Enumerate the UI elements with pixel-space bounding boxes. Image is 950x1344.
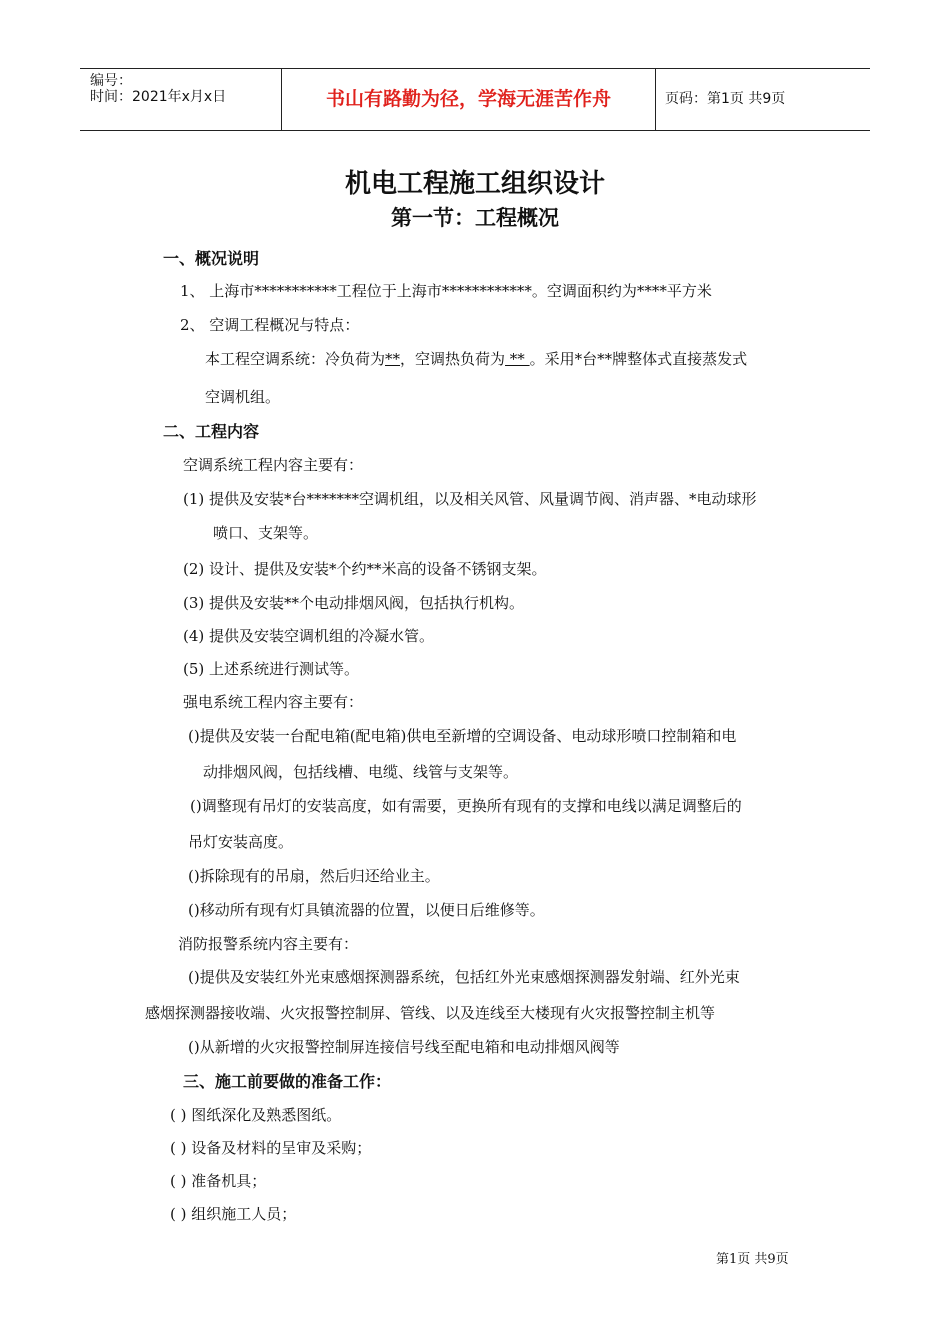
list-item: ( ) 图纸深化及熟悉图纸。	[170, 1106, 342, 1124]
list-item-continuation: 吊灯安装高度。	[188, 833, 294, 851]
list-item: (5) 上述系统进行测试等。	[183, 660, 360, 678]
paragraph: 2、 空调工程概况与特点：	[180, 316, 360, 334]
list-item: ( ) 准备机具；	[170, 1172, 267, 1190]
underlined-value: **	[385, 350, 401, 368]
header-table	[80, 68, 870, 131]
number-label: 编号：	[90, 73, 132, 89]
paragraph: 1、 上海市***********工程位于上海市************。空调面积约为****平方米	[180, 282, 712, 300]
motto: 书山有路勤为径，学海无涯苦作舟	[282, 69, 656, 130]
heading-scope: 二、工程内容	[163, 422, 260, 441]
paragraph: 空调机组。	[205, 388, 281, 406]
header-info-cell	[80, 69, 282, 130]
text-run: 。采用*台**牌整体式直接蒸发式	[529, 350, 748, 368]
list-item: ( ) 设备及材料的呈审及采购；	[170, 1139, 372, 1157]
heading-preparation: 三、施工前要做的准备工作：	[183, 1072, 392, 1091]
underlined-value: **	[505, 350, 530, 368]
footer-page-number: 第1页 共9页	[716, 1252, 789, 1267]
list-item: (2) 设计、提供及安装*个约**米高的设备不锈钢支架。	[183, 560, 547, 578]
text-run: 本工程空调系统：冷负荷为	[205, 350, 386, 368]
list-item: ()从新增的火灾报警控制屏连接信号线至配电箱和电动排烟风阀等	[188, 1038, 620, 1056]
paragraph: 消防报警系统内容主要有：	[178, 935, 359, 953]
list-item: ()拆除现有的吊扇，然后归还给业主。	[188, 867, 440, 885]
heading-overview: 一、概况说明	[163, 249, 260, 268]
header-page-number: 页码：第1页 共9页	[665, 91, 786, 107]
document-title: 机电工程施工组织设计	[344, 169, 605, 199]
list-item: ()调整现有吊灯的安装高度，如有需要，更换所有现有的支撑和电线以满足调整后的	[190, 797, 742, 815]
paragraph: 空调系统工程内容主要有：	[183, 456, 364, 474]
list-item: ()提供及安装一台配电箱(配电箱)供电至新增的空调设备、电动球形喷口控制箱和电	[188, 727, 737, 745]
paragraph	[205, 348, 747, 369]
list-item-continuation: 感烟探测器接收端、火灾报警控制屏、管线、以及连线至大楼现有火灾报警控制主机等	[145, 1004, 716, 1022]
list-item-continuation: 动排烟风阀，包括线槽、电缆、线管与支架等。	[203, 763, 519, 781]
date-label: 时间：2021年x月x日	[90, 89, 227, 105]
list-item: ()提供及安装红外光束感烟探测器系统，包括红外光束感烟探测器发射端、红外光束	[188, 968, 740, 986]
paragraph: 强电系统工程内容主要有：	[183, 693, 364, 711]
list-item: (1) 提供及安装*台*******空调机组，以及相关风管、风量调节阀、消声器、*电动球形	[183, 490, 757, 508]
list-item-continuation: 喷口、支架等。	[213, 524, 319, 542]
list-item: (3) 提供及安装**个电动排烟风阀，包括执行机构。	[183, 594, 525, 612]
list-item: ( ) 组织施工人员；	[170, 1205, 297, 1223]
text-run: ，空调热负荷为	[400, 350, 506, 368]
list-item: ()移动所有现有灯具镇流器的位置，以便日后维修等。	[188, 901, 545, 919]
list-item: (4) 提供及安装空调机组的冷凝水管。	[183, 627, 435, 645]
section-subtitle: 第一节：工程概况	[391, 206, 559, 230]
